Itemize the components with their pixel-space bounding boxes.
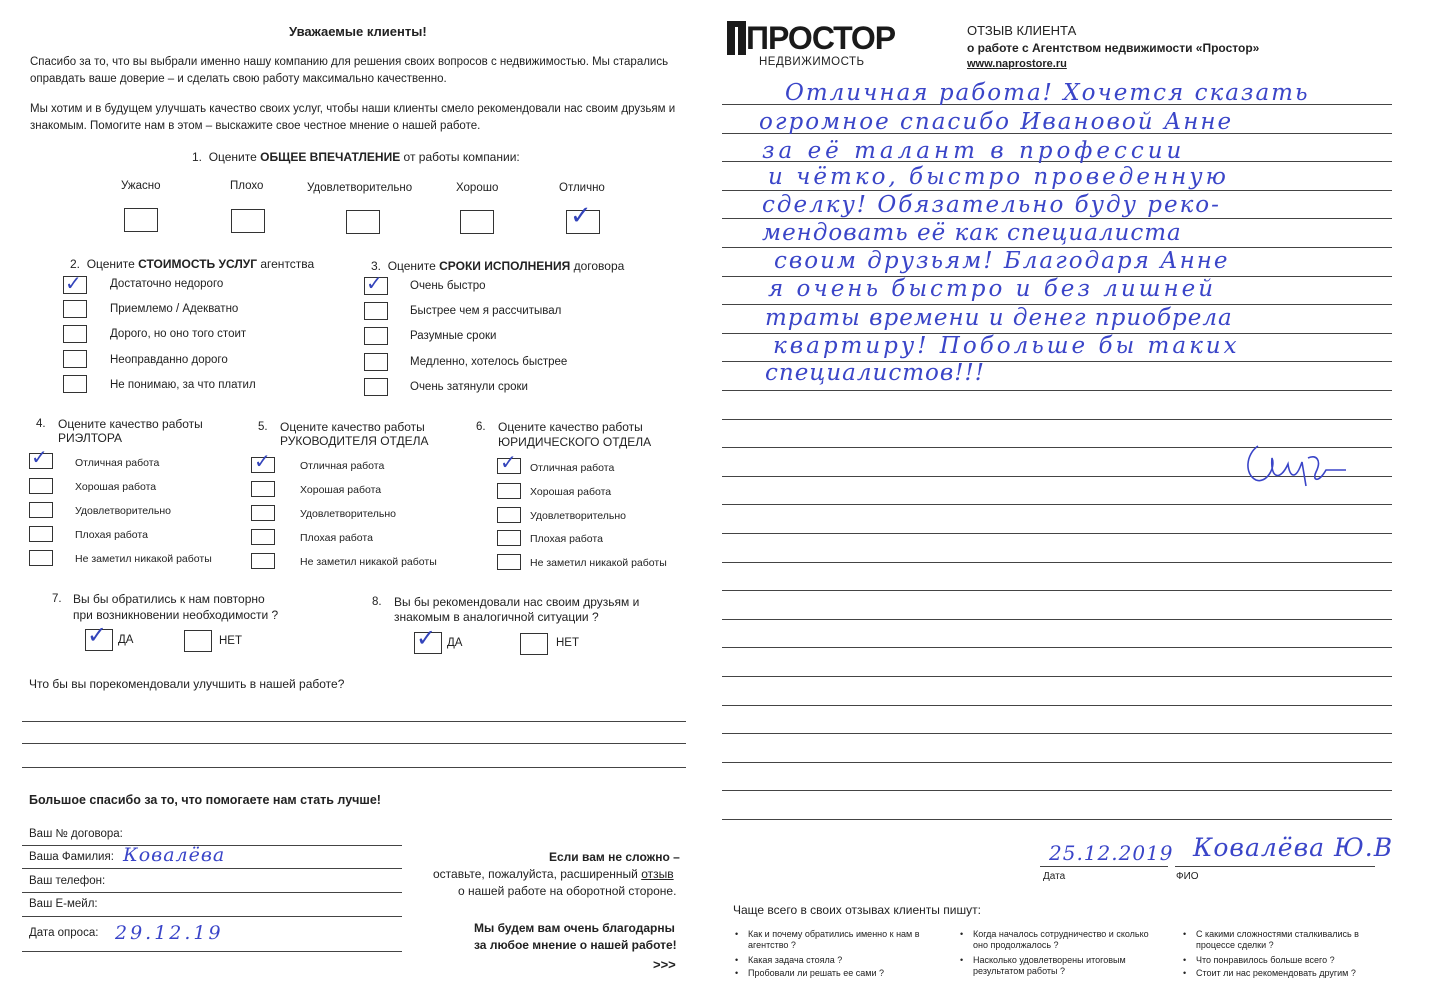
- q5-checkbox-3[interactable]: [251, 505, 275, 521]
- q3-option-label: Медленно, хотелось быстрее: [410, 356, 568, 368]
- tip-item: Стоит ли нас рекомендовать другим ?: [1196, 968, 1356, 978]
- q2-option-label: Приемлемо / Адекватно: [110, 303, 239, 315]
- q8-no-label: НЕТ: [556, 637, 579, 649]
- q4-checkbox-3[interactable]: [29, 502, 53, 518]
- checkmark-icon: ✓: [87, 621, 108, 649]
- review-writing-line[interactable]: [722, 676, 1392, 677]
- q6-option-label: Не заметил никакой работы: [530, 557, 667, 569]
- review-writing-line[interactable]: [722, 762, 1392, 763]
- q6-option-label: Хорошая работа: [530, 486, 612, 498]
- q5-checkbox-4[interactable]: [251, 529, 275, 545]
- bullet-icon: •: [735, 968, 739, 978]
- q2-option-label: Достаточно недорого: [110, 278, 224, 290]
- q4-number: 4.: [36, 418, 46, 430]
- surname-handwritten: Ковалёва: [123, 844, 226, 866]
- review-writing-line[interactable]: [722, 419, 1392, 420]
- q4-subtitle: РИЭЛТОРА: [58, 431, 123, 445]
- q1-checkbox-good[interactable]: [460, 210, 494, 234]
- q6-title: Оцените качество работы: [498, 420, 643, 434]
- date-caption: Дата: [1043, 871, 1066, 882]
- review-line: и чётко, быстро проведенную: [768, 164, 1229, 190]
- intro-paragraph-1a: Спасибо за то, что вы выбрали именно нашу компанию для решения своих вопросов с недвижимостью. Мы старались: [30, 56, 669, 68]
- q3-title: 3. Оцените СРОКИ ИСПОЛНЕНИЯ договора: [371, 259, 625, 273]
- improve-line[interactable]: [22, 767, 686, 768]
- survey-date-handwritten: 29.12.19: [115, 922, 224, 944]
- tip-item: Что понравилось больше всего ?: [1196, 955, 1335, 965]
- review-line: траты времени и денег приобрела: [765, 305, 1233, 331]
- phone-field-line[interactable]: [22, 892, 402, 893]
- review-title: ОТЗЫВ КЛИЕНТА: [967, 23, 1077, 38]
- review-writing-line[interactable]: [722, 390, 1392, 391]
- tip-item: Какая задача стояла ?: [748, 955, 843, 965]
- q5-subtitle: РУКОВОДИТЕЛЯ ОТДЕЛА: [280, 434, 429, 448]
- q1-option-label: Плохо: [230, 180, 264, 192]
- surname-field-line[interactable]: [22, 868, 402, 869]
- bullet-icon: •: [1183, 968, 1187, 978]
- logo-mark-icon: [727, 21, 747, 55]
- review-line: квартиру! Побольше бы таких: [773, 333, 1240, 359]
- review-writing-line[interactable]: [722, 647, 1392, 648]
- q1-option-label: Удовлетворительно: [307, 182, 413, 194]
- thanks-text: Большое спасибо за то, что помогаете нам стать лучше!: [29, 793, 381, 807]
- bullet-icon: •: [1183, 955, 1187, 965]
- q5-checkbox-5[interactable]: [251, 553, 275, 569]
- q5-checkbox-2[interactable]: [251, 481, 275, 497]
- contract-label: Ваш № договора:: [29, 828, 123, 840]
- q7-subtitle: при возникновении необходимости ?: [73, 608, 279, 622]
- q7-no-checkbox[interactable]: [184, 630, 212, 652]
- q8-subtitle: знакомым в аналогичной ситуации ?: [394, 610, 599, 624]
- q2-checkbox-2[interactable]: [63, 300, 87, 318]
- review-writing-line[interactable]: [722, 562, 1392, 563]
- q6-checkbox-3[interactable]: [497, 507, 521, 523]
- surname-label: Ваша Фамилия:: [29, 851, 114, 863]
- q4-option-label: Хорошая работа: [75, 481, 157, 493]
- q6-subtitle: ЮРИДИЧЕСКОГО ОТДЕЛА: [498, 435, 652, 449]
- improve-line[interactable]: [22, 721, 686, 722]
- q2-option-label: Неоправданно дорого: [110, 354, 228, 366]
- q1-checkbox-terrible[interactable]: [124, 208, 158, 232]
- review-writing-line[interactable]: [722, 504, 1392, 505]
- tip-item: Когда началось сотрудничество и сколько оно продолжалось ?: [973, 929, 1149, 950]
- q6-option-label: Плохая работа: [530, 533, 603, 545]
- fio-handwritten: Ковалёва Ю.В: [1193, 833, 1394, 862]
- fio-signature-line[interactable]: [1175, 866, 1375, 867]
- q2-title: 2. Оцените СТОИМОСТЬ УСЛУГ агентства: [70, 257, 315, 271]
- q4-title: Оцените качество работы: [58, 417, 203, 431]
- q5-option-label: Хорошая работа: [300, 484, 382, 496]
- q4-option-label: Плохая работа: [75, 529, 148, 541]
- tip-item: Насколько удовлетворены итоговым результатом работы ?: [973, 955, 1126, 976]
- q2-option-label: Дорого, но оно того стоит: [110, 328, 247, 340]
- tip-item: С какими сложностями сталкивались в процессе сделки ?: [1196, 929, 1359, 950]
- review-line: своим друзьям! Благодаря Анне: [774, 248, 1230, 274]
- review-writing-line[interactable]: [722, 190, 1392, 191]
- review-writing-line[interactable]: [722, 733, 1392, 734]
- bullet-icon: •: [960, 955, 964, 965]
- q5-option-label: Отличная работа: [300, 460, 385, 472]
- q3-checkbox-5[interactable]: [364, 378, 388, 396]
- logo-subtitle: НЕДВИЖИМОСТЬ: [759, 56, 865, 68]
- q2-checkbox-5[interactable]: [63, 375, 87, 393]
- q6-checkbox-4[interactable]: [497, 530, 521, 546]
- q4-checkbox-4[interactable]: [29, 526, 53, 542]
- grateful-line-1: Мы будем вам очень благодарны: [474, 921, 675, 935]
- date-signature-line[interactable]: [1040, 866, 1168, 867]
- q7-title: Вы бы обратились к нам повторно: [73, 592, 265, 606]
- review-line: сделку! Обязательно буду реко-: [762, 192, 1221, 218]
- q3-option-label: Очень затянули сроки: [410, 381, 528, 393]
- q6-option-label: Отличная работа: [530, 462, 615, 474]
- checkmark-icon: ✓: [366, 271, 383, 295]
- checkmark-icon: ✓: [416, 624, 437, 652]
- improve-question: Что бы вы порекомендовали улучшить в нашей работе?: [29, 677, 345, 691]
- email-field-line[interactable]: [22, 916, 402, 917]
- date-field-line[interactable]: [22, 951, 402, 952]
- improve-line[interactable]: [22, 743, 686, 744]
- q3-option-label: Разумные сроки: [410, 330, 497, 342]
- q4-checkbox-2[interactable]: [29, 478, 53, 494]
- q7-yes-label: ДА: [118, 634, 134, 646]
- company-logo: [727, 19, 910, 71]
- bullet-icon: •: [735, 929, 739, 939]
- bullet-icon: •: [735, 955, 739, 965]
- q6-number: 6.: [476, 421, 486, 433]
- q1-checkbox-bad[interactable]: [231, 209, 265, 233]
- review-date-handwritten: 25.12.2019: [1049, 841, 1174, 865]
- checkmark-icon: ✓: [31, 445, 48, 469]
- logo-name: ПРОСТОР: [746, 20, 896, 56]
- tip-item: Пробовали ли решать ее сами ?: [748, 968, 884, 978]
- back-note-line: оставьте, пожалуйста, расширенный отзыв: [433, 867, 674, 881]
- q5-option-label: Плохая работа: [300, 532, 373, 544]
- q1-checkbox-satisfactory[interactable]: [346, 210, 380, 234]
- q3-option-label: Очень быстро: [410, 280, 486, 292]
- back-note-title: Если вам не сложно –: [549, 850, 680, 864]
- q5-option-label: Удовлетворительно: [300, 508, 397, 520]
- q8-title: Вы бы рекомендовали нас своим друзьям и: [394, 595, 640, 609]
- left-title: Уважаемые клиенты!: [289, 24, 427, 39]
- review-writing-line[interactable]: [722, 705, 1392, 706]
- tips-title: Чаще всего в своих отзывах клиенты пишут:: [733, 903, 981, 917]
- review-link[interactable]: отзыв: [641, 867, 674, 881]
- q4-option-label: Не заметил никакой работы: [75, 553, 212, 565]
- q1-option-label: Отлично: [559, 182, 605, 194]
- review-writing-line[interactable]: [722, 218, 1392, 219]
- intro-paragraph-2b: знакомым. Помогите нам в этом – выскажите свое честное мнение о нашей работе.: [30, 120, 481, 132]
- review-line: мендовать её как специалиста: [762, 220, 1182, 246]
- checkmark-icon: ✓: [570, 201, 592, 231]
- review-writing-line[interactable]: [722, 790, 1392, 791]
- q8-no-checkbox[interactable]: [520, 633, 548, 655]
- q2-checkbox-4[interactable]: [63, 350, 87, 368]
- q6-checkbox-2[interactable]: [497, 483, 521, 499]
- review-writing-line[interactable]: [722, 590, 1392, 591]
- review-writing-line[interactable]: [722, 819, 1392, 820]
- company-url-link[interactable]: www.naprostore.ru: [967, 58, 1067, 70]
- q8-number: 8.: [372, 596, 382, 608]
- q7-number: 7.: [52, 593, 62, 605]
- bullet-icon: •: [1183, 929, 1187, 939]
- intro-paragraph-1b: оправдать ваше доверие – и сделать свою работу максимально качественно.: [30, 73, 447, 85]
- q5-option-label: Не заметил никакой работы: [300, 556, 437, 568]
- email-label: Ваш Е-мейл:: [29, 898, 98, 910]
- q3-checkbox-2[interactable]: [364, 302, 388, 320]
- q1-option-label: Ужасно: [121, 180, 161, 192]
- back-note-line3: о нашей работе на оборотной стороне.: [458, 884, 677, 898]
- q5-number: 5.: [258, 421, 268, 433]
- q4-option-label: Удовлетворительно: [75, 505, 172, 517]
- q1-option-label: Хорошо: [456, 182, 499, 194]
- q4-option-label: Отличная работа: [75, 457, 160, 469]
- review-subtitle: о работе с Агентством недвижимости «Простор»: [967, 41, 1260, 55]
- fio-caption: ФИО: [1176, 871, 1199, 882]
- q3-checkbox-3[interactable]: [364, 327, 388, 345]
- review-line: за её талант в профессии: [762, 138, 1186, 164]
- intro-paragraph-2a: Мы хотим и в будущем улучшать качество своих услуг, чтобы наши клиенты смело рекомендовали нас своим друзьям и: [30, 103, 676, 115]
- review-line: огромное спасибо Ивановой Анне: [759, 109, 1234, 135]
- q5-title: Оцените качество работы: [280, 420, 425, 434]
- q4-checkbox-5[interactable]: [29, 550, 53, 566]
- review-line: я очень быстро и без лишней: [768, 276, 1217, 302]
- q6-option-label: Удовлетворительно: [530, 510, 627, 522]
- q7-no-label: НЕТ: [219, 635, 242, 647]
- date-label: Дата опроса:: [29, 927, 99, 939]
- grateful-line-2: за любое мнение о нашей работе!: [474, 938, 677, 952]
- signature-icon: [1236, 434, 1348, 494]
- phone-label: Ваш телефон:: [29, 875, 106, 887]
- q3-option-label: Быстрее чем я рассчитывал: [410, 305, 562, 317]
- arrows-icon: >>>: [653, 957, 676, 972]
- q2-option-label: Не понимаю, за что платил: [110, 379, 256, 391]
- review-writing-line[interactable]: [722, 619, 1392, 620]
- review-line: Отличная работа! Хочется сказать: [785, 80, 1310, 106]
- review-writing-line[interactable]: [722, 533, 1392, 534]
- review-line: специалистов!!!: [765, 360, 985, 386]
- tip-item: Как и почему обратились именно к нам в агентство ?: [748, 929, 920, 950]
- q8-yes-label: ДА: [447, 637, 463, 649]
- q1-title: 1. Оцените ОБЩЕЕ ВПЕЧАТЛЕНИЕ от работы компании:: [192, 150, 520, 164]
- checkmark-icon: ✓: [65, 271, 82, 295]
- checkmark-icon: ✓: [254, 449, 271, 473]
- bullet-icon: •: [960, 929, 964, 939]
- q2-checkbox-3[interactable]: [63, 325, 87, 343]
- q6-checkbox-5[interactable]: [497, 554, 521, 570]
- q3-checkbox-4[interactable]: [364, 353, 388, 371]
- checkmark-icon: ✓: [500, 450, 517, 474]
